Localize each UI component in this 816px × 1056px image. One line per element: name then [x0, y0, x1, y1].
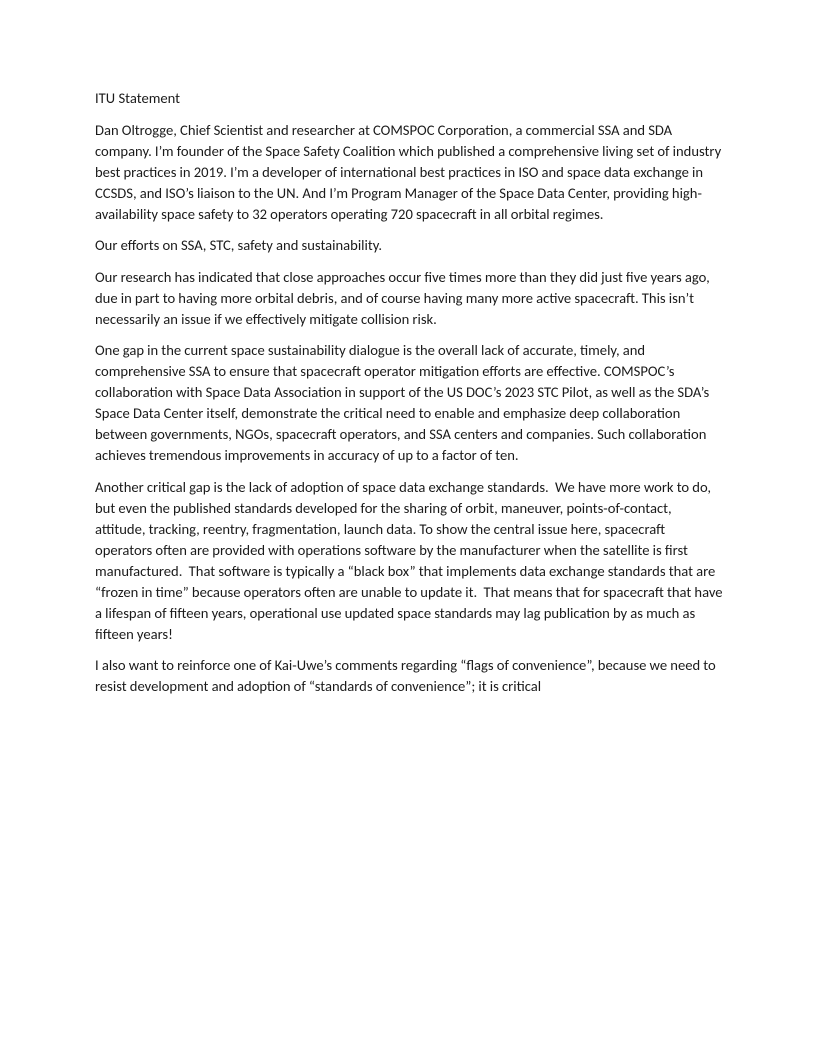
paragraph-intro-bio: Dan Oltrogge, Chief Scientist and researcher at COMSPOC Corporation, a commercial SSA and SDA company. I’m founder of the Space Safety Coalition which published a comprehensive living set of industry best practices in 2019. I’m a developer of international best practices in ISO and space data exchange in CCSDS, and ISO’s liaison to the UN. And I’m Program Manager of the Space Data Center, providing high-availability space safety to 32 operators operating 720 spacecraft in all orbital regimes. — [95, 120, 725, 223]
page-title: ITU Statement — [95, 89, 181, 107]
paragraph-research-close-approaches: Our research has indicated that close approaches occur five times more than they did just five years ago, due in part to having more orbital debris, and of course having many more active spacecraft. This isn’t necessarily an issue if we effectively mitigate collision risk. — [95, 267, 713, 328]
paragraph-efforts-summary: Our efforts on SSA, STC, safety and sustainability. — [95, 236, 383, 254]
paragraph-ssa-gap: One gap in the current space sustainability dialogue is the overall lack of accurate, timely, and comprehensive SSA to ensure that spacecraft operator mitigation efforts are effective. COMSPOC’s collaboration with Space Data Association in support of the US DOC’s 2023 STC Pilot, as well as the SDA’s Space Data Center itself, demonstrate the critical need to enable and emphasize deep collaboration between governments, NGOs, spacecraft operators, and SSA centers and companies. Such collaboration achieves tremendous improvements in accuracy of up to a factor of ten. — [95, 341, 713, 464]
paragraph-flags-of-convenience: I also want to reinforce one of Kai-Uwe’s comments regarding “flags of convenience”, because we need to resist development and adoption of “standards of convenience”; it is critical — [95, 656, 719, 695]
paragraph-standards-gap: Another critical gap is the lack of adoption of space data exchange standards. We have more work to do, but even the published standards developed for the sharing of orbit, maneuver, points-of-contact, attitude, tracking, reentry, fragmentation, launch data. To show the central issue here, spacecraft operators often are provided with operations software by the manufacturer when the satellite is first manufactured. That software is typically a “black box” that implements data exchange standards that are “frozen in time” because operators often are unable to update it. That means that for spacecraft that have a lifespan of fifteen years, operational use updated space standards may lag publication by as much as fifteen years! — [95, 477, 726, 643]
document-body — [95, 88, 726, 697]
